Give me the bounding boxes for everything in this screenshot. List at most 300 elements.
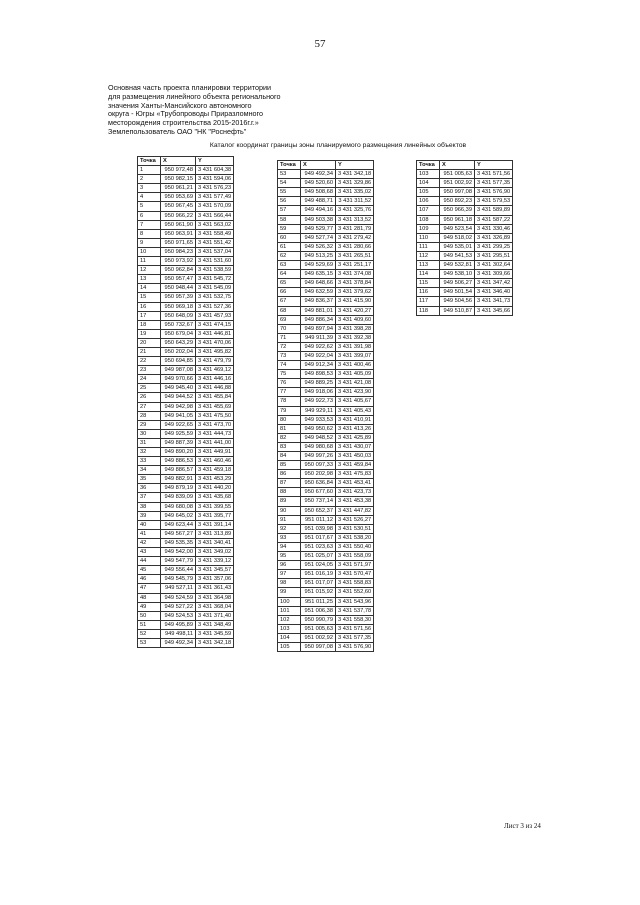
table-row [278,397,374,406]
table-row [278,261,374,270]
y-coordinate-cell: 3 431 423,90 [336,388,374,397]
x-coordinate-cell: 949 918,06 [301,388,336,397]
point-number-cell: 115 [417,279,440,288]
y-coordinate-cell: 3 431 538,20 [336,533,374,542]
x-coordinate-cell: 950 892,23 [440,197,475,206]
table-row [138,166,234,175]
point-number-cell: 28 [138,411,161,420]
point-number-cell: 96 [278,561,301,570]
header-line: для размещения линейного объекта регионального [108,91,281,101]
table-row [138,448,234,457]
x-coordinate-cell: 949 680,08 [161,502,196,511]
table-row [138,257,234,266]
table-row [138,220,234,229]
x-coordinate-cell: 951 015,92 [301,588,336,597]
y-coordinate-cell: 3 431 405,09 [336,370,374,379]
table-row [278,615,374,624]
x-coordinate-cell: 949 997,26 [301,452,336,461]
table-row [278,506,374,515]
point-number-cell: 66 [278,288,301,297]
table-row [138,557,234,566]
point-number-cell: 7 [138,220,161,229]
y-coordinate-cell: 3 431 576,90 [336,642,374,651]
point-number-cell: 86 [278,470,301,479]
point-number-cell: 92 [278,524,301,533]
x-coordinate-cell: 949 542,00 [161,548,196,557]
x-coordinate-cell: 949 645,02 [161,511,196,520]
table-row [138,175,234,184]
table-row [138,429,234,438]
x-coordinate-cell: 949 503,38 [301,215,336,224]
point-number-cell: 30 [138,429,161,438]
y-coordinate-cell: 3 431 398,28 [336,324,374,333]
x-coordinate-cell: 949 922,65 [161,420,196,429]
point-number-cell: 68 [278,306,301,315]
x-coordinate-cell: 950 957,47 [161,275,196,284]
x-coordinate-cell: 950 679,04 [161,329,196,338]
x-coordinate-cell: 950 677,60 [301,488,336,497]
table-header-row [417,161,513,170]
x-coordinate-cell: 950 948,44 [161,284,196,293]
column-header-x: X [440,161,475,170]
point-number-cell: 6 [138,211,161,220]
y-coordinate-cell: 3 431 379,62 [336,288,374,297]
point-number-cell: 34 [138,466,161,475]
table-row [138,366,234,375]
table-row [138,602,234,611]
table-row [278,333,374,342]
y-coordinate-cell: 3 431 543,96 [336,597,374,606]
x-coordinate-cell: 950 961,21 [161,184,196,193]
table-row [417,306,513,315]
point-number-cell: 55 [278,188,301,197]
y-coordinate-cell: 3 431 450,03 [336,452,374,461]
column-header-x: X [301,161,336,170]
y-coordinate-cell: 3 431 457,93 [196,311,234,320]
point-number-cell: 59 [278,224,301,233]
y-coordinate-cell: 3 431 531,60 [196,257,234,266]
table-row [278,561,374,570]
y-coordinate-cell: 3 431 409,60 [336,315,374,324]
point-number-cell: 117 [417,297,440,306]
table-row [138,320,234,329]
point-number-cell: 100 [278,597,301,606]
point-number-cell: 101 [278,606,301,615]
y-coordinate-cell: 3 431 391,98 [336,342,374,351]
table-body [138,166,234,648]
x-coordinate-cell: 949 912,34 [301,361,336,370]
y-coordinate-cell: 3 431 459,18 [196,466,234,475]
y-coordinate-cell: 3 431 423,73 [336,488,374,497]
table-row [417,170,513,179]
table-row [278,224,374,233]
point-number-cell: 41 [138,529,161,538]
y-coordinate-cell: 3 431 469,12 [196,366,234,375]
table-row [278,424,374,433]
y-coordinate-cell: 3 431 459,84 [336,461,374,470]
y-coordinate-cell: 3 431 405,43 [336,406,374,415]
point-number-cell: 18 [138,320,161,329]
document-header [108,84,348,137]
table-row [278,179,374,188]
y-coordinate-cell: 3 431 430,07 [336,442,374,451]
point-number-cell: 40 [138,520,161,529]
x-coordinate-cell: 949 494,16 [301,206,336,215]
x-coordinate-cell: 950 957,39 [161,293,196,302]
x-coordinate-cell: 949 508,68 [301,188,336,197]
point-number-cell: 116 [417,288,440,297]
x-coordinate-cell: 949 498,11 [161,629,196,638]
point-number-cell: 52 [138,629,161,638]
point-number-cell: 49 [138,602,161,611]
x-coordinate-cell: 949 567,27 [161,529,196,538]
x-coordinate-cell: 949 492,34 [161,638,196,647]
table-row [138,638,234,647]
y-coordinate-cell: 3 431 400,46 [336,361,374,370]
table-row [417,215,513,224]
x-coordinate-cell: 951 002,92 [301,633,336,642]
point-number-cell: 12 [138,266,161,275]
table-row [417,233,513,242]
point-number-cell: 20 [138,338,161,347]
y-coordinate-cell: 3 431 473,70 [196,420,234,429]
x-coordinate-cell: 950 969,18 [161,302,196,311]
table-row [278,442,374,451]
y-coordinate-cell: 3 431 265,51 [336,251,374,260]
table-row [138,211,234,220]
table-row [138,193,234,202]
header-line: месторождения строительства 2015-2016г.г.» [108,118,259,128]
x-coordinate-cell: 949 488,71 [301,197,336,206]
x-coordinate-cell: 949 922,73 [301,397,336,406]
y-coordinate-cell: 3 431 479,79 [196,357,234,366]
x-coordinate-cell: 949 635,15 [301,270,336,279]
table-row [417,197,513,206]
y-coordinate-cell: 3 431 604,38 [196,166,234,175]
column-header-y: Y [196,157,234,166]
table-row [417,206,513,215]
y-coordinate-cell: 3 431 420,27 [336,306,374,315]
table-row [278,606,374,615]
y-coordinate-cell: 3 431 446,88 [196,384,234,393]
y-coordinate-cell: 3 431 280,66 [336,242,374,251]
point-number-cell: 105 [417,188,440,197]
table-row [278,488,374,497]
point-number-cell: 114 [417,270,440,279]
point-number-cell: 4 [138,193,161,202]
x-coordinate-cell: 950 997,08 [301,642,336,651]
table-row [138,502,234,511]
table-row [138,338,234,347]
table-row [278,542,374,551]
x-coordinate-cell: 950 652,37 [301,506,336,515]
table-row [138,529,234,538]
x-coordinate-cell: 950 982,15 [161,175,196,184]
y-coordinate-cell: 3 431 309,66 [475,270,513,279]
y-coordinate-cell: 3 431 364,98 [196,593,234,602]
point-number-cell: 65 [278,279,301,288]
x-coordinate-cell: 949 944,52 [161,393,196,402]
table-row [278,306,374,315]
x-coordinate-cell: 951 005,63 [301,624,336,633]
y-coordinate-cell: 3 431 330,46 [475,224,513,233]
y-coordinate-cell: 3 431 570,47 [336,570,374,579]
column-header-x: X [161,157,196,166]
point-number-cell: 25 [138,384,161,393]
y-coordinate-cell: 3 431 571,97 [336,561,374,570]
y-coordinate-cell: 3 431 558,83 [336,579,374,588]
y-coordinate-cell: 3 431 313,52 [336,215,374,224]
table-row [138,284,234,293]
y-coordinate-cell: 3 431 527,36 [196,302,234,311]
table-row [138,438,234,447]
x-coordinate-cell: 949 556,44 [161,566,196,575]
table-row [278,324,374,333]
point-number-cell: 33 [138,457,161,466]
point-number-cell: 103 [417,170,440,179]
y-coordinate-cell: 3 431 405,67 [336,397,374,406]
point-number-cell: 76 [278,379,301,388]
sheet-note: Лист 3 из 24 [504,822,541,830]
y-coordinate-cell: 3 431 391,14 [196,520,234,529]
point-number-cell: 91 [278,515,301,524]
x-coordinate-cell: 949 527,74 [301,233,336,242]
x-coordinate-cell: 949 836,37 [301,297,336,306]
x-coordinate-cell: 949 948,52 [301,433,336,442]
point-number-cell: 44 [138,557,161,566]
y-coordinate-cell: 3 431 576,90 [475,188,513,197]
x-coordinate-cell: 949 523,54 [440,224,475,233]
point-number-cell: 57 [278,206,301,215]
point-number-cell: 77 [278,388,301,397]
x-coordinate-cell: 949 527,11 [161,584,196,593]
point-number-cell: 89 [278,497,301,506]
table-row [417,188,513,197]
x-coordinate-cell: 949 879,19 [161,484,196,493]
x-coordinate-cell: 951 005,63 [440,170,475,179]
table-row [278,215,374,224]
y-coordinate-cell: 3 431 455,69 [196,402,234,411]
point-number-cell: 62 [278,251,301,260]
x-coordinate-cell: 950 202,04 [161,347,196,356]
y-coordinate-cell: 3 431 349,02 [196,548,234,557]
header-line: Основная часть проекта планировки территории [108,83,271,92]
y-coordinate-cell: 3 431 532,75 [196,293,234,302]
point-number-cell: 108 [417,215,440,224]
point-number-cell: 104 [417,179,440,188]
x-coordinate-cell: 950 966,22 [161,211,196,220]
x-coordinate-cell: 949 535,35 [161,538,196,547]
y-coordinate-cell: 3 431 341,73 [475,297,513,306]
table-body [417,170,513,316]
column-header-point: Точка [278,161,301,170]
y-coordinate-cell: 3 431 537,78 [336,606,374,615]
table-row [138,620,234,629]
column-header-y: Y [336,161,374,170]
table-row [138,484,234,493]
table-row [278,388,374,397]
column-header-point: Точка [417,161,440,170]
table-row [278,515,374,524]
x-coordinate-cell: 950 971,65 [161,238,196,247]
table-row [278,242,374,251]
table-header-row [138,157,234,166]
point-number-cell: 79 [278,406,301,415]
y-coordinate-cell: 3 431 550,40 [336,542,374,551]
table-row [278,297,374,306]
x-coordinate-cell: 949 980,68 [301,442,336,451]
table-row [278,533,374,542]
x-coordinate-cell: 950 097,33 [301,461,336,470]
point-number-cell: 110 [417,233,440,242]
table-row [138,247,234,256]
table-row [138,229,234,238]
x-coordinate-cell: 949 518,02 [440,233,475,242]
point-number-cell: 51 [138,620,161,629]
point-number-cell: 22 [138,357,161,366]
y-coordinate-cell: 3 431 453,29 [196,475,234,484]
point-number-cell: 42 [138,538,161,547]
column-header-y: Y [475,161,513,170]
y-coordinate-cell: 3 431 577,35 [475,179,513,188]
y-coordinate-cell: 3 431 558,30 [336,615,374,624]
point-number-cell: 74 [278,361,301,370]
x-coordinate-cell: 951 017,07 [301,579,336,588]
point-number-cell: 107 [417,206,440,215]
x-coordinate-cell: 949 987,08 [161,366,196,375]
point-number-cell: 98 [278,579,301,588]
point-number-cell: 5 [138,202,161,211]
x-coordinate-cell: 951 016,19 [301,570,336,579]
point-number-cell: 87 [278,479,301,488]
x-coordinate-cell: 950 694,85 [161,357,196,366]
table-row [278,588,374,597]
point-number-cell: 93 [278,533,301,542]
x-coordinate-cell: 949 922,04 [301,351,336,360]
table-row [278,524,374,533]
point-number-cell: 45 [138,566,161,575]
point-number-cell: 113 [417,261,440,270]
y-coordinate-cell: 3 431 537,04 [196,247,234,256]
table-row [278,251,374,260]
table-row [278,288,374,297]
x-coordinate-cell: 950 732,67 [161,320,196,329]
y-coordinate-cell: 3 431 346,40 [475,288,513,297]
y-coordinate-cell: 3 431 594,06 [196,175,234,184]
x-coordinate-cell: 949 648,66 [301,279,336,288]
x-coordinate-cell: 951 025,07 [301,552,336,561]
y-coordinate-cell: 3 431 347,42 [475,279,513,288]
y-coordinate-cell: 3 431 342,18 [196,638,234,647]
point-number-cell: 53 [278,170,301,179]
table-row [417,251,513,260]
point-number-cell: 11 [138,257,161,266]
y-coordinate-cell: 3 431 348,49 [196,620,234,629]
y-coordinate-cell: 3 431 470,06 [196,338,234,347]
point-number-cell: 46 [138,575,161,584]
y-coordinate-cell: 3 431 455,84 [196,393,234,402]
table-row [278,370,374,379]
x-coordinate-cell: 949 501,54 [440,288,475,297]
y-coordinate-cell: 3 431 295,51 [475,251,513,260]
y-coordinate-cell: 3 431 281,79 [336,224,374,233]
point-number-cell: 27 [138,402,161,411]
table-row [278,406,374,415]
table-row [278,452,374,461]
x-coordinate-cell: 950 202,98 [301,470,336,479]
table-row [278,233,374,242]
table-row [138,266,234,275]
table-row [138,511,234,520]
table-row [138,593,234,602]
point-number-cell: 1 [138,166,161,175]
point-number-cell: 109 [417,224,440,233]
table-row [278,597,374,606]
x-coordinate-cell: 949 886,53 [161,457,196,466]
y-coordinate-cell: 3 431 329,86 [336,179,374,188]
y-coordinate-cell: 3 431 345,66 [475,306,513,315]
x-coordinate-cell: 951 011,25 [301,597,336,606]
table-row [138,548,234,557]
y-coordinate-cell: 3 431 566,44 [196,211,234,220]
table-row [417,288,513,297]
y-coordinate-cell: 3 431 449,91 [196,448,234,457]
coordinates-table-3 [416,160,513,316]
point-number-cell: 10 [138,247,161,256]
y-coordinate-cell: 3 431 326,89 [475,233,513,242]
table-row [138,520,234,529]
x-coordinate-cell: 949 529,69 [301,261,336,270]
x-coordinate-cell: 949 524,53 [161,611,196,620]
y-coordinate-cell: 3 431 441,00 [196,438,234,447]
table-row [138,202,234,211]
table-row [138,275,234,284]
table-header-row [278,161,374,170]
x-coordinate-cell: 949 882,91 [161,475,196,484]
y-coordinate-cell: 3 431 444,73 [196,429,234,438]
y-coordinate-cell: 3 431 342,18 [336,170,374,179]
y-coordinate-cell: 3 431 299,25 [475,242,513,251]
y-coordinate-cell: 3 431 571,56 [475,170,513,179]
table-row [278,461,374,470]
x-coordinate-cell: 949 881,01 [301,306,336,315]
x-coordinate-cell: 949 623,44 [161,520,196,529]
point-number-cell: 97 [278,570,301,579]
x-coordinate-cell: 949 911,39 [301,333,336,342]
y-coordinate-cell: 3 431 340,41 [196,538,234,547]
point-number-cell: 78 [278,397,301,406]
table-row [278,579,374,588]
point-number-cell: 60 [278,233,301,242]
x-coordinate-cell: 951 024,05 [301,561,336,570]
x-coordinate-cell: 949 520,60 [301,179,336,188]
y-coordinate-cell: 3 431 558,09 [336,552,374,561]
table-row [138,302,234,311]
point-number-cell: 35 [138,475,161,484]
point-number-cell: 32 [138,448,161,457]
point-number-cell: 29 [138,420,161,429]
point-number-cell: 85 [278,461,301,470]
point-number-cell: 71 [278,333,301,342]
x-coordinate-cell: 950 737,14 [301,497,336,506]
table-row [138,311,234,320]
table-row [138,629,234,638]
table-row [278,497,374,506]
x-coordinate-cell: 950 643,29 [161,338,196,347]
table-row [138,566,234,575]
y-coordinate-cell: 3 431 571,56 [336,624,374,633]
point-number-cell: 26 [138,393,161,402]
